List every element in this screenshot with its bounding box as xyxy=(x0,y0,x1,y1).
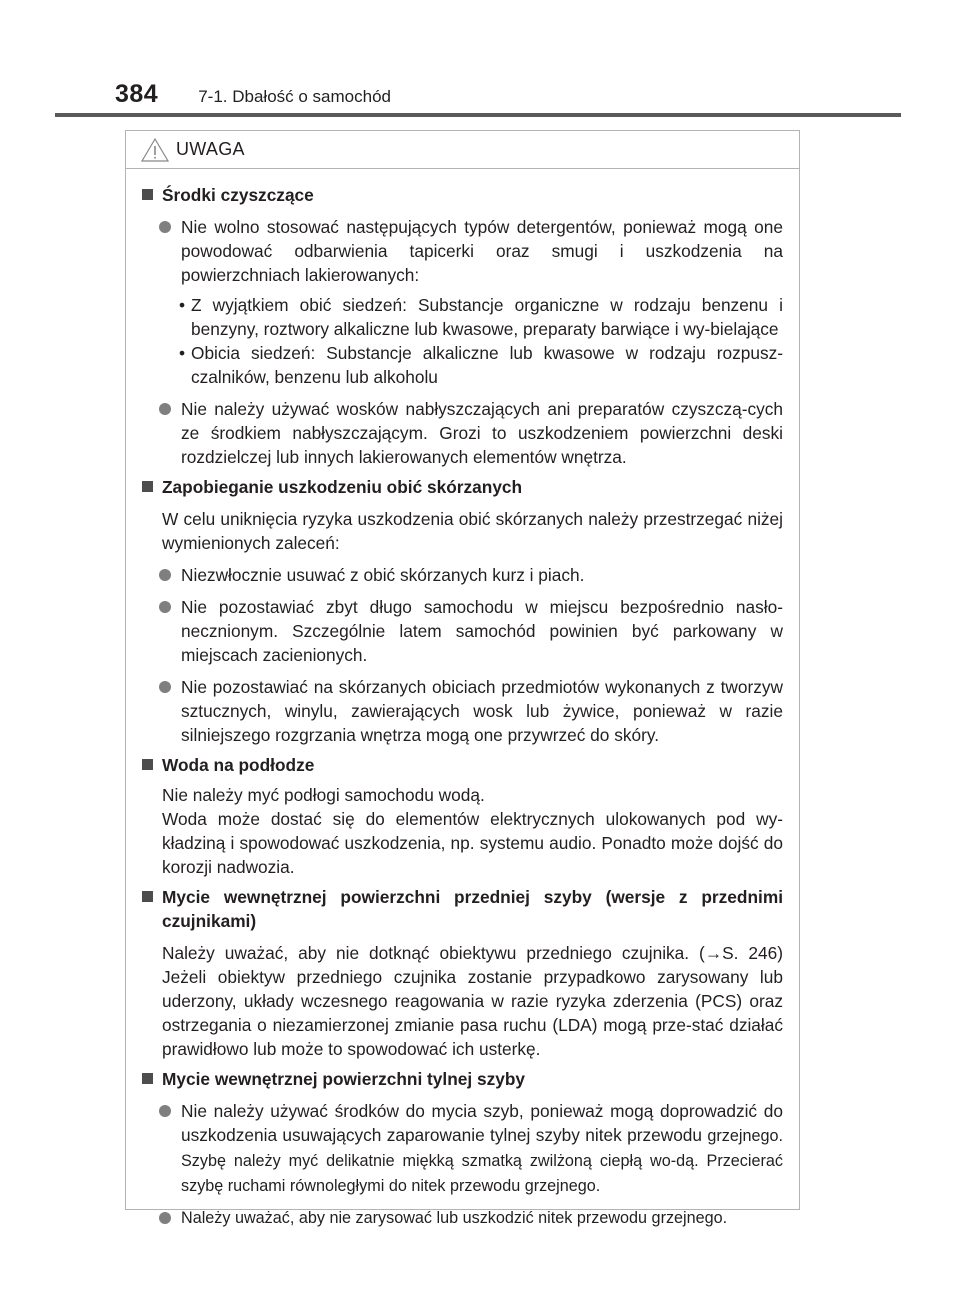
list-item: Nie pozostawiać zbyt długo samochodu w miejscu bezpośrednio nasło-necznionym. Szczególnie latem samochód powinien być parkowany w miejscach zacienionych. xyxy=(142,595,783,667)
section-heading: Mycie wewnętrznej powierzchni przedniej szyby (wersje z przednimi czujnikami) xyxy=(142,885,783,933)
caution-title: UWAGA xyxy=(176,139,245,159)
square-bullet-icon xyxy=(142,891,153,902)
caution-box xyxy=(125,130,800,1227)
section-heading: Zapobieganie uszkodzeniu obić skórzanych xyxy=(142,475,783,499)
sub-item: • Z wyjątkiem obić siedzeń: Substancje organiczne w rodzaju benzenu i benzyny, roztwory alkaliczne lub kwasowe, preparaty barwiące i wy-bielające xyxy=(179,295,783,339)
square-bullet-icon xyxy=(142,189,153,200)
paragraph: W celu uniknięcia ryzyka uszkodzenia obić skórzanych należy przestrzegać niżej wymienionych zaleceń: xyxy=(162,509,783,553)
circle-bullet-icon xyxy=(159,403,171,415)
section-heading: Mycie wewnętrznej powierzchni tylnej szyby xyxy=(142,1067,783,1091)
warning-triangle-icon xyxy=(140,137,170,163)
section-cleaning-agents xyxy=(142,183,783,469)
paragraph: Nie należy myć podłogi samochodu wodą. xyxy=(162,785,485,805)
circle-bullet-icon xyxy=(159,221,171,233)
list-item: Nie pozostawiać na skórzanych obiciach przedmiotów wykonanych z tworzyw sztucznych, winylu, zawierających wosk lub żywice, ponieważ w razie silniejszego rozgrzania wnętrza mogą one przywrzeć do skóry. xyxy=(142,675,783,747)
list-item: Należy uważać, aby nie zarysować lub uszkodzić nitek przewodu grzejnego. xyxy=(142,1206,783,1230)
square-bullet-icon xyxy=(142,1073,153,1084)
section-leather-care xyxy=(142,475,783,747)
list-item: Nie należy używać środków do mycia szyb, ponieważ mogą doprowadzić do uszkodzenia usuwających zaparowanie tylnej szyby nitek przewodu grzejnego. Szybę należy myć delikatnie miękką szmatką zwilżoną ciepłą wo-dą. Przecierać szybę ruchami równoległymi do nitek przewodu grzejnego. xyxy=(142,1099,783,1198)
list-item: Niezwłocznie usuwać z obić skórzanych kurz i piach. xyxy=(142,563,783,587)
circle-bullet-icon xyxy=(159,569,171,581)
square-bullet-icon xyxy=(142,481,153,492)
paragraph: Woda może dostać się do elementów elektrycznych ulokowanych pod wy-kładziną i spowodować uszkodzenia, np. systemu audio. Ponadto może dojść do korozji nadwozia. xyxy=(162,809,783,877)
section-front-windshield xyxy=(142,885,783,1061)
section-heading: Woda na podłodze xyxy=(142,753,783,777)
sub-item: • Obicia siedzeń: Substancje alkaliczne lub kwasowe w rodzaju rozpusz-czalników, benzenu lub alkoholu xyxy=(179,343,783,387)
caution-content xyxy=(126,169,799,1230)
circle-bullet-icon xyxy=(159,1105,171,1117)
page-header xyxy=(115,80,391,112)
section-heading: Środki czyszczące xyxy=(142,183,783,207)
paragraph: Należy uważać, aby nie dotknąć obiektywu przedniego czujnika. (→S. 246) Jeżeli obiektyw przedniego czujnika zostanie przypadkowo zarysowany lub uderzony, układy wczesnego reagowania w razie ryzyka zderzenia (PCS) oraz ostrzegania o niezamierzonej zmianie pasa ruchu (LDA) mogą prze-stać działać prawidłowo lub może to spowodować ich usterkę. xyxy=(162,943,783,1059)
circle-bullet-icon xyxy=(159,1212,171,1224)
section-title: 7-1. Dbałość o samochód xyxy=(198,87,391,106)
arrow-right-icon: → xyxy=(704,943,723,963)
circle-bullet-icon xyxy=(159,681,171,693)
header-rule xyxy=(55,113,901,117)
circle-bullet-icon xyxy=(159,601,171,613)
page-number: 384 xyxy=(115,80,159,108)
list-item: Nie należy używać wosków nabłyszczających ani preparatów czyszczą-cych ze środkiem nabłyszczającym. Grozi to uszkodzeniem powierzchni deski rozdzielczej lub innych lakierowanych elementów wnętrza. xyxy=(142,397,783,469)
section-rear-window xyxy=(142,1067,783,1230)
square-bullet-icon xyxy=(142,759,153,770)
page-reference[interactable]: S. 246) xyxy=(722,943,783,963)
caution-header xyxy=(126,131,799,169)
list-item: Nie wolno stosować następujących typów detergentów, ponieważ mogą one powodować odbarwienia tapicerki oraz smugi i uszkodzenia na powierzchniach lakierowanych: xyxy=(142,215,783,287)
section-water-on-floor xyxy=(142,753,783,879)
